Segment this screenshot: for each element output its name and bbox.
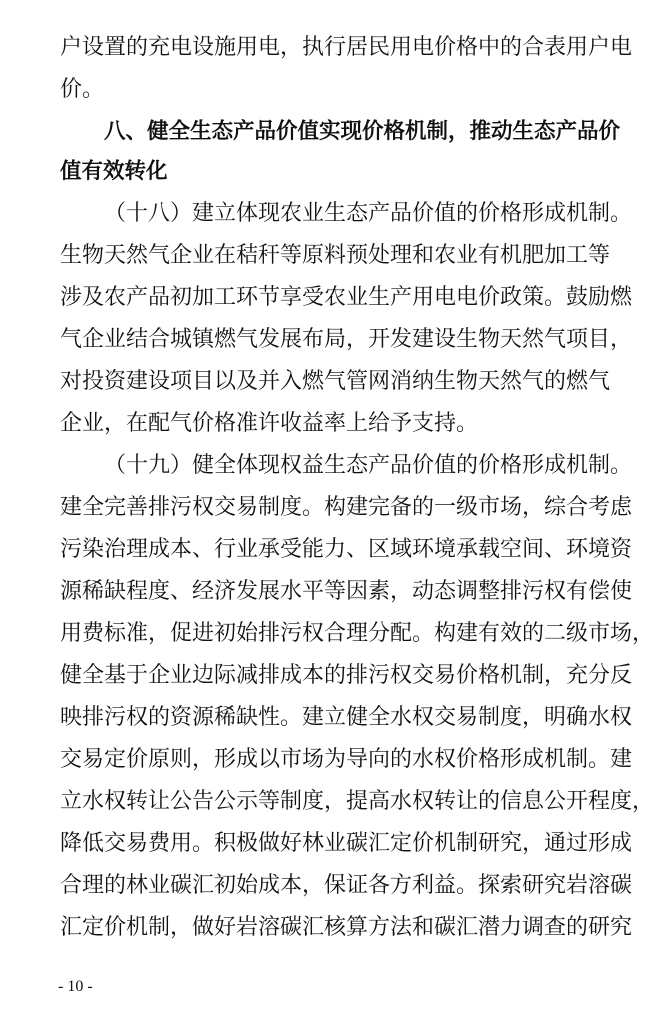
body-text-line: 映排污权的资源稀缺性。建立健全水权交易制度，明确水权 — [60, 705, 633, 730]
body-text-line: 合理的林业碳汇初始成本，保证各方利益。探索研究岩溶碳 — [60, 873, 633, 898]
body-text-line: 汇定价机制，做好岩溶碳汇核算方法和碳汇潜力调查的研究 — [60, 915, 633, 940]
body-text-line: 户设置的充电设施用电，执行居民用电价格中的合表用户电 — [60, 35, 633, 60]
body-text-line: 交易定价原则，形成以市场为导向的水权价格形成机制。建 — [60, 747, 633, 772]
section-heading: 八、健全生态产品价值实现价格机制，推动生态产品价 — [104, 119, 621, 144]
body-text-line: 立水权转让公告公示等制度，提高水权转让的信息公开程度， — [60, 789, 655, 814]
subsection-heading-18: （十八）建立体现农业生态产品价值的价格形成机制。 — [104, 201, 633, 226]
subsection-heading-19: （十九）健全体现权益生态产品价值的价格形成机制。 — [104, 453, 633, 478]
body-text-line: 对投资建设项目以及并入燃气管网消纳生物天然气的燃气 — [60, 369, 611, 394]
body-text-line: 降低交易费用。积极做好林业碳汇定价机制研究，通过形成 — [60, 831, 633, 856]
body-text-line: 企业，在配气价格准许收益率上给予支持。 — [60, 411, 479, 436]
section-heading-continued: 值有效转化 — [60, 159, 168, 184]
body-text-line: 污染治理成本、行业承受能力、区域环境承载空间、环境资 — [60, 537, 633, 562]
body-text-line: 源稀缺程度、经济发展水平等因素，动态调整排污权有偿使 — [60, 579, 633, 604]
body-text-line: 生物天然气企业在秸秆等原料预处理和农业有机肥加工等 — [60, 243, 611, 268]
body-text-line: 气企业结合城镇燃气发展布局，开发建设生物天然气项目， — [60, 327, 633, 352]
body-text-line: 价。 — [60, 77, 105, 102]
body-text-line: 建全完善排污权交易制度。构建完备的一级市场，综合考虑 — [60, 495, 633, 520]
page-number: - 10 - — [58, 978, 93, 995]
body-text-line: 用费标准，促进初始排污权合理分配。构建有效的二级市场， — [60, 621, 655, 646]
body-text-line: 健全基于企业边际减排成本的排污权交易价格机制，充分反 — [60, 663, 633, 688]
body-text-line: 涉及农产品初加工环节享受农业生产用电电价政策。鼓励燃 — [60, 285, 633, 310]
